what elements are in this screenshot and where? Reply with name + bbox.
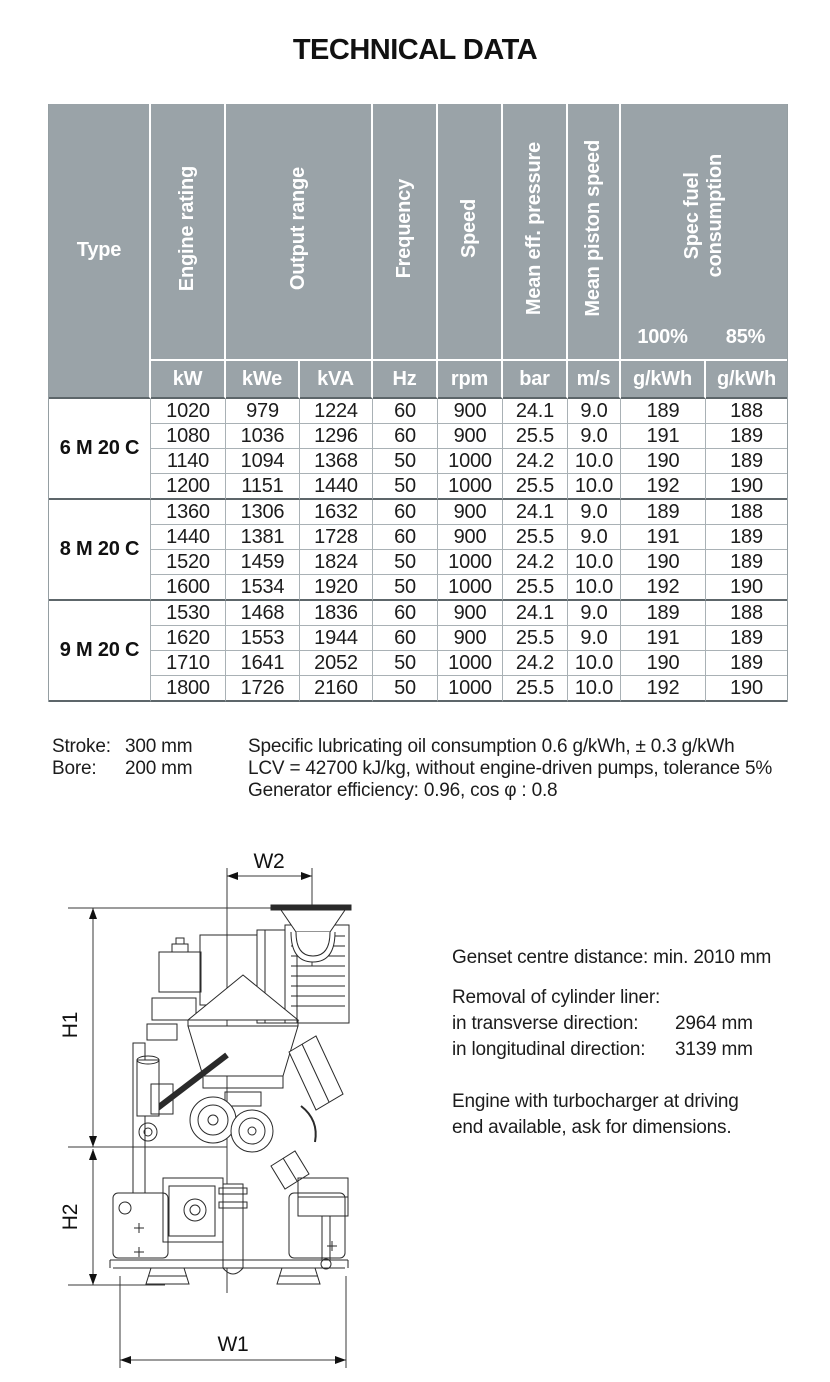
data-cell: 10.0 bbox=[568, 550, 621, 575]
data-cell: 1468 bbox=[226, 601, 300, 626]
data-cell: 900 bbox=[438, 525, 503, 550]
data-cell: 900 bbox=[438, 500, 503, 525]
unit-rpm: rpm bbox=[438, 361, 503, 399]
header-output-range-label: Output range bbox=[287, 166, 309, 291]
data-cell: 60 bbox=[373, 500, 438, 525]
turbo-note-line2: end available, ask for dimensions. bbox=[452, 1117, 732, 1138]
data-cell: 1000 bbox=[438, 676, 503, 702]
data-cell: 50 bbox=[373, 651, 438, 676]
data-cell: 24.2 bbox=[503, 550, 568, 575]
header-mean-piston-speed bbox=[568, 104, 621, 361]
data-cell: 1000 bbox=[438, 474, 503, 500]
data-cell: 1553 bbox=[226, 626, 300, 651]
data-cell: 10.0 bbox=[568, 676, 621, 702]
data-cell: 25.5 bbox=[503, 626, 568, 651]
transverse-label: in transverse direction: bbox=[452, 1013, 639, 1034]
spec-fuel-label bbox=[681, 154, 727, 277]
data-cell: 1710 bbox=[151, 651, 226, 676]
engine-outline bbox=[110, 905, 351, 1284]
data-cell: 900 bbox=[438, 424, 503, 449]
table-row bbox=[49, 424, 787, 449]
data-cell: 1296 bbox=[300, 424, 373, 449]
load-85-label: 85% bbox=[725, 325, 766, 348]
data-cell: 1080 bbox=[151, 424, 226, 449]
load-100-label: 100% bbox=[637, 325, 688, 348]
table-row bbox=[49, 651, 787, 676]
data-cell: 1920 bbox=[300, 575, 373, 601]
data-cell: 190 bbox=[621, 550, 706, 575]
engine-type-cell: 8 M 20 C bbox=[49, 500, 151, 601]
removal-title: Removal of cylinder liner: bbox=[452, 987, 661, 1008]
data-cell: 25.5 bbox=[503, 424, 568, 449]
unit-ms: m/s bbox=[568, 361, 621, 399]
data-cell: 1306 bbox=[226, 500, 300, 525]
spec-fuel-line2: consumption bbox=[704, 153, 726, 278]
data-cell: 192 bbox=[621, 575, 706, 601]
data-cell: 50 bbox=[373, 550, 438, 575]
data-cell: 189 bbox=[621, 399, 706, 424]
table-row bbox=[49, 449, 787, 474]
table-row bbox=[49, 474, 787, 500]
longitudinal-value: 3139 mm bbox=[675, 1039, 753, 1060]
data-cell: 1094 bbox=[226, 449, 300, 474]
engine-drawing bbox=[55, 848, 445, 1378]
data-cell: 1140 bbox=[151, 449, 226, 474]
data-cell: 1459 bbox=[226, 550, 300, 575]
data-cell: 189 bbox=[621, 500, 706, 525]
data-cell: 9.0 bbox=[568, 399, 621, 424]
table-row bbox=[49, 550, 787, 575]
stroke-value: 300 mm bbox=[125, 736, 193, 757]
data-cell: 190 bbox=[706, 474, 787, 500]
data-cell: 10.0 bbox=[568, 449, 621, 474]
table-row bbox=[49, 626, 787, 651]
data-cell: 188 bbox=[706, 399, 787, 424]
data-cell: 1224 bbox=[300, 399, 373, 424]
data-cell: 10.0 bbox=[568, 651, 621, 676]
data-cell: 9.0 bbox=[568, 424, 621, 449]
technical-data-table bbox=[48, 104, 788, 702]
transverse-value: 2964 mm bbox=[675, 1013, 753, 1034]
data-cell: 192 bbox=[621, 474, 706, 500]
data-cell: 1020 bbox=[151, 399, 226, 424]
data-cell: 190 bbox=[621, 449, 706, 474]
table-row bbox=[49, 601, 787, 626]
data-cell: 1530 bbox=[151, 601, 226, 626]
data-cell: 1641 bbox=[226, 651, 300, 676]
unit-kwe: kWe bbox=[226, 361, 300, 399]
data-cell: 1360 bbox=[151, 500, 226, 525]
data-cell: 1800 bbox=[151, 676, 226, 702]
h1-label: H1 bbox=[59, 1011, 82, 1039]
header-type: Type bbox=[49, 104, 151, 399]
data-cell: 900 bbox=[438, 626, 503, 651]
data-cell: 191 bbox=[621, 525, 706, 550]
engine-type-cell: 9 M 20 C bbox=[49, 601, 151, 702]
bore-row bbox=[52, 758, 192, 780]
unit-hz: Hz bbox=[373, 361, 438, 399]
data-cell: 1836 bbox=[300, 601, 373, 626]
data-cell: 1368 bbox=[300, 449, 373, 474]
data-cell: 50 bbox=[373, 575, 438, 601]
data-cell: 979 bbox=[226, 399, 300, 424]
spec-fuel-cell bbox=[621, 105, 787, 358]
table-row bbox=[49, 525, 787, 550]
data-cell: 60 bbox=[373, 626, 438, 651]
data-cell: 24.1 bbox=[503, 399, 568, 424]
data-cell: 25.5 bbox=[503, 525, 568, 550]
data-cell: 24.1 bbox=[503, 601, 568, 626]
table-row bbox=[49, 399, 787, 424]
w1-label: W1 bbox=[217, 1333, 249, 1356]
data-cell: 1440 bbox=[300, 474, 373, 500]
data-cell: 2052 bbox=[300, 651, 373, 676]
data-cell: 60 bbox=[373, 525, 438, 550]
data-cell: 190 bbox=[706, 676, 787, 702]
note-lcv: LCV = 42700 kJ/kg, without engine-driven pumps, tolerance 5% bbox=[248, 758, 773, 779]
stroke-label: Stroke: bbox=[52, 736, 111, 757]
data-cell: 190 bbox=[706, 575, 787, 601]
data-cell: 9.0 bbox=[568, 626, 621, 651]
header-engine-rating bbox=[151, 104, 226, 361]
header-spec-fuel bbox=[621, 104, 787, 361]
data-cell: 191 bbox=[621, 626, 706, 651]
unit-kva: kVA bbox=[300, 361, 373, 399]
header-output-range bbox=[226, 104, 373, 361]
data-cell: 189 bbox=[706, 525, 787, 550]
unit-kw: kW bbox=[151, 361, 226, 399]
header-row bbox=[49, 104, 787, 361]
data-cell: 60 bbox=[373, 601, 438, 626]
removal-longitudinal-row bbox=[452, 1037, 812, 1063]
data-cell: 60 bbox=[373, 399, 438, 424]
engine-type-cell: 6 M 20 C bbox=[49, 399, 151, 500]
longitudinal-label: in longitudinal direction: bbox=[452, 1039, 646, 1060]
data-cell: 1151 bbox=[226, 474, 300, 500]
data-cell: 1440 bbox=[151, 525, 226, 550]
data-cell: 1534 bbox=[226, 575, 300, 601]
data-cell: 1000 bbox=[438, 651, 503, 676]
data-cell: 1620 bbox=[151, 626, 226, 651]
header-mean-eff-pressure bbox=[503, 104, 568, 361]
data-cell: 1520 bbox=[151, 550, 226, 575]
note-lube-oil: Specific lubricating oil consumption 0.6 g/kWh, ± 0.3 g/kWh bbox=[248, 736, 735, 757]
data-cell: 1632 bbox=[300, 500, 373, 525]
load-labels bbox=[621, 326, 787, 358]
w2-label: W2 bbox=[253, 850, 285, 873]
info-block bbox=[452, 945, 812, 1141]
data-cell: 24.2 bbox=[503, 449, 568, 474]
data-cell: 25.5 bbox=[503, 575, 568, 601]
header-speed-label: Speed bbox=[458, 198, 480, 259]
unit-gkwh-85: g/kWh bbox=[706, 361, 787, 399]
data-cell: 192 bbox=[621, 676, 706, 702]
unit-gkwh-100: g/kWh bbox=[621, 361, 706, 399]
data-cell: 900 bbox=[438, 399, 503, 424]
stroke-bore-notes bbox=[52, 736, 192, 780]
header-speed bbox=[438, 104, 503, 361]
data-cell: 50 bbox=[373, 474, 438, 500]
bore-value: 200 mm bbox=[125, 758, 193, 779]
data-cell: 189 bbox=[706, 550, 787, 575]
data-cell: 1000 bbox=[438, 449, 503, 474]
bore-label: Bore: bbox=[52, 758, 97, 779]
removal-transverse-row bbox=[452, 1011, 812, 1037]
header-mean-piston-speed-label: Mean piston speed bbox=[582, 140, 604, 317]
data-cell: 188 bbox=[706, 500, 787, 525]
table-body bbox=[49, 399, 787, 702]
data-cell: 1000 bbox=[438, 550, 503, 575]
data-cell: 10.0 bbox=[568, 474, 621, 500]
header-engine-rating-label: Engine rating bbox=[176, 165, 198, 292]
table-row bbox=[49, 676, 787, 702]
turbocharger-note bbox=[452, 1089, 812, 1141]
data-cell: 1600 bbox=[151, 575, 226, 601]
genset-distance-note: Genset centre distance: min. 2010 mm bbox=[452, 947, 772, 968]
data-cell: 1728 bbox=[300, 525, 373, 550]
page-title: TECHNICAL DATA bbox=[292, 34, 538, 66]
data-cell: 50 bbox=[373, 449, 438, 474]
data-cell: 24.1 bbox=[503, 500, 568, 525]
note-generator-efficiency: Generator efficiency: 0.96, cos φ : 0.8 bbox=[248, 780, 558, 801]
header-frequency bbox=[373, 104, 438, 361]
table-row bbox=[49, 500, 787, 525]
data-cell: 9.0 bbox=[568, 500, 621, 525]
table-row bbox=[49, 575, 787, 601]
data-cell: 1000 bbox=[438, 575, 503, 601]
general-notes bbox=[248, 736, 772, 802]
data-cell: 2160 bbox=[300, 676, 373, 702]
header-frequency-label: Frequency bbox=[393, 178, 415, 279]
data-cell: 9.0 bbox=[568, 525, 621, 550]
data-cell: 188 bbox=[706, 601, 787, 626]
header-mean-eff-pressure-label: Mean eff. pressure bbox=[523, 141, 545, 316]
data-cell: 24.2 bbox=[503, 651, 568, 676]
unit-bar: bar bbox=[503, 361, 568, 399]
data-cell: 189 bbox=[706, 424, 787, 449]
data-cell: 1824 bbox=[300, 550, 373, 575]
h2-label: H2 bbox=[59, 1203, 82, 1231]
data-cell: 900 bbox=[438, 601, 503, 626]
data-cell: 25.5 bbox=[503, 676, 568, 702]
data-cell: 189 bbox=[706, 651, 787, 676]
stroke-row bbox=[52, 736, 192, 758]
data-cell: 1726 bbox=[226, 676, 300, 702]
data-cell: 190 bbox=[621, 651, 706, 676]
data-cell: 189 bbox=[621, 601, 706, 626]
data-cell: 25.5 bbox=[503, 474, 568, 500]
data-cell: 10.0 bbox=[568, 575, 621, 601]
data-cell: 189 bbox=[706, 626, 787, 651]
data-cell: 50 bbox=[373, 676, 438, 702]
technical-data-table-wrap bbox=[48, 104, 788, 702]
turbo-note-line1: Engine with turbocharger at driving bbox=[452, 1091, 739, 1112]
data-cell: 9.0 bbox=[568, 601, 621, 626]
data-cell: 191 bbox=[621, 424, 706, 449]
cylinder-liner-removal bbox=[452, 985, 812, 1063]
spec-fuel-line1: Spec fuel bbox=[681, 171, 703, 260]
data-cell: 1381 bbox=[226, 525, 300, 550]
data-cell: 1944 bbox=[300, 626, 373, 651]
data-cell: 1036 bbox=[226, 424, 300, 449]
data-cell: 189 bbox=[706, 449, 787, 474]
units-row bbox=[49, 361, 787, 399]
data-cell: 60 bbox=[373, 424, 438, 449]
data-cell: 1200 bbox=[151, 474, 226, 500]
